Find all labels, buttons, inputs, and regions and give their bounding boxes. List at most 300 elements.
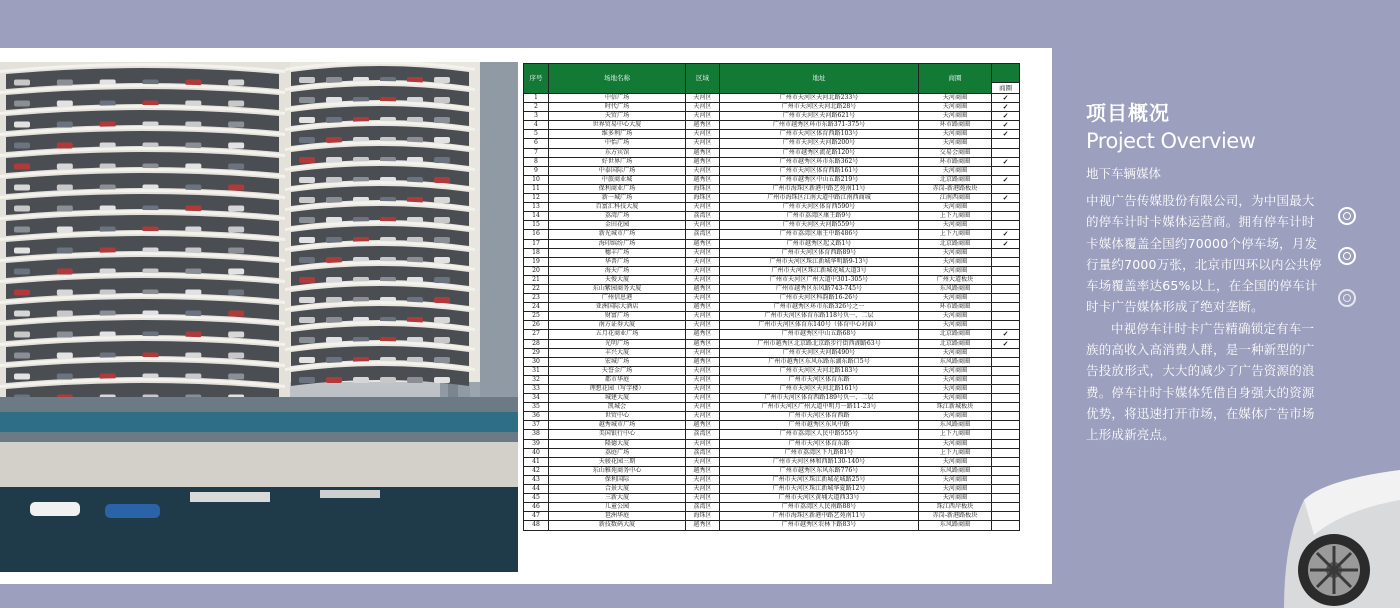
parked-car [57,163,73,169]
cell-no: 10 [524,175,549,184]
cell-name: 中信广场 [549,94,686,103]
cell-area: 天河商圈 [919,494,992,503]
cell-address: 广州市天河区广州大道中301-305号 [720,275,919,284]
table-row [524,457,1020,466]
cell-no: 6 [524,139,549,148]
parked-car [326,157,342,163]
cell-area: 环市路商圈 [919,121,992,130]
cell-no: 2 [524,103,549,112]
cell-mark [992,403,1020,412]
cell-mark [992,303,1020,312]
cell-no: 17 [524,239,549,248]
cell-no: 44 [524,485,549,494]
cell-name: 天俊大厦 [549,275,686,284]
cell-mark [992,248,1020,257]
parked-car [185,184,201,190]
parked-car [299,377,315,383]
cell-no: 15 [524,221,549,230]
cell-no: 46 [524,503,549,512]
parked-car [57,352,73,358]
parked-car [185,247,201,253]
cell-district: 海珠区 [686,512,720,521]
cell-no: 22 [524,284,549,293]
cell-area: 天河商圈 [919,221,992,230]
cell-address: 广州市天河区科韵路16-26号 [720,294,919,303]
table-row [524,157,1020,166]
cell-mark: ✓ [992,175,1020,184]
cell-name: 中旅商业城 [549,175,686,184]
parked-car [299,357,315,363]
cell-address: 广州市越秀区东风路743-745号 [720,284,919,293]
table-row [524,439,1020,448]
cell-no: 16 [524,230,549,239]
table-row [524,239,1020,248]
cell-address: 广州市海珠区新港中路艺苑南11号 [720,512,919,521]
header-no: 序号 [524,64,549,94]
table-row [524,212,1020,221]
parked-car [185,289,201,295]
cell-district: 天河区 [686,203,720,212]
cell-no: 19 [524,257,549,266]
parked-car [185,331,201,337]
cell-area: 天河商圈 [919,112,992,121]
cell-no: 9 [524,166,549,175]
parked-car [299,217,315,223]
cell-district: 天河区 [686,130,720,139]
parked-car [185,100,201,106]
parked-car [326,357,342,363]
cell-name: 美国银行中心 [549,430,686,439]
cell-area: 天河商圈 [919,394,992,403]
cell-mark [992,366,1020,375]
cell-district: 越秀区 [686,148,720,157]
parked-car [14,226,30,232]
parked-car [326,177,342,183]
parked-car [299,317,315,323]
parked-car [299,137,315,143]
table-row [524,139,1020,148]
circle-icon [1338,247,1356,265]
cell-name: 光明广场 [549,339,686,348]
cell-no: 33 [524,385,549,394]
parked-car [185,310,201,316]
cell-address: 广州市荔湾区康王中路486号 [720,230,919,239]
cell-mark [992,266,1020,275]
cell-area: 天河商圈 [919,375,992,384]
parked-car [434,217,450,223]
parked-car [434,317,450,323]
cell-district: 越秀区 [686,303,720,312]
cell-district: 荔湾区 [686,212,720,221]
cell-address: 广州市天河区珠江新城华夏路12号 [720,485,919,494]
table-row [524,103,1020,112]
cell-area: 天河商圈 [919,266,992,275]
cell-mark [992,148,1020,157]
table-row [524,184,1020,193]
header-area: 商圈 [919,64,992,94]
cell-no: 34 [524,394,549,403]
cell-area: 天河商圈 [919,294,992,303]
cell-mark [992,212,1020,221]
cell-area: 交易会商圈 [919,148,992,157]
parked-car [326,117,342,123]
cell-address: 广州市天河区珠江新城花城大道3号 [720,266,919,275]
cell-area: 天河商圈 [919,203,992,212]
parked-car [326,137,342,143]
cell-district: 海珠区 [686,194,720,203]
parked-car [228,310,244,316]
cell-area: 北京路商圈 [919,239,992,248]
cell-district: 天河区 [686,266,720,275]
table-row [524,294,1020,303]
table-row [524,339,1020,348]
parked-car [57,142,73,148]
cell-no: 32 [524,375,549,384]
cell-name: 东山雅苑商务中心 [549,466,686,475]
cell-area: 天河商圈 [919,103,992,112]
cell-mark [992,512,1020,521]
cell-district: 天河区 [686,112,720,121]
cell-name: 理想花园（写字楼） [549,385,686,394]
cell-name: 世界贸易中心大厦 [549,121,686,130]
cell-mark: ✓ [992,339,1020,348]
parked-car [434,97,450,103]
parking-tower-photo [0,62,518,572]
cell-name: 儿童公园 [549,503,686,512]
parked-car [434,337,450,343]
parked-car [57,121,73,127]
cell-no: 43 [524,475,549,484]
parked-car [185,352,201,358]
cell-district: 天河区 [686,166,720,175]
cell-address: 广州市荔湾区人民中路555号 [720,430,919,439]
cell-district: 天河区 [686,375,720,384]
cell-district: 海珠区 [686,184,720,193]
cell-address: 广州市天河区天河路200号 [720,139,919,148]
cell-name: 金田花园 [549,221,686,230]
cell-mark [992,139,1020,148]
table-row [524,375,1020,384]
cell-no: 48 [524,521,549,530]
cell-address: 广州市天河区体育西路103号 [720,130,919,139]
cell-area: 赤岗-新港路板块 [919,512,992,521]
cell-mark [992,521,1020,530]
cell-mark: ✓ [992,121,1020,130]
cell-mark [992,221,1020,230]
parked-car [434,197,450,203]
parked-car [57,205,73,211]
parked-car [14,268,30,274]
table-row [524,485,1020,494]
parked-car [299,117,315,123]
parked-car [14,100,30,106]
cell-no: 31 [524,366,549,375]
cell-name: 保利国际 [549,475,686,484]
cell-mark [992,357,1020,366]
parked-car [14,331,30,337]
table-row [524,466,1020,475]
description-paragraph-2: 中视停车计时卡广告精确锁定有车一族的高收入高消费人群，是一种新型的广告投放形式，大大的减少了广告资源的浪费。停车计时卡媒体凭借自身强大的资源优势，将迅速打开市场，在媒体广告市场上形成新亮点。 [1086,320,1315,443]
cell-name: 新技数码大厦 [549,521,686,530]
cell-address: 广州市越秀区东风东路东湖东路口5号 [720,357,919,366]
cell-no: 8 [524,157,549,166]
cell-no: 12 [524,194,549,203]
cell-address: 广州市天河区天河北路28号 [720,103,919,112]
cell-district: 越秀区 [686,284,720,293]
parked-car [228,184,244,190]
table-row [524,512,1020,521]
table-row [524,275,1020,284]
cell-area: 天河商圈 [919,139,992,148]
parked-car [434,137,450,143]
cell-name: 宏城广场 [549,357,686,366]
cell-mark [992,394,1020,403]
parked-car [57,331,73,337]
cell-no: 35 [524,403,549,412]
parked-car [299,237,315,243]
cell-mark [992,421,1020,430]
cell-name: 维多利广场 [549,130,686,139]
cell-name: 天誉金广场 [549,366,686,375]
cell-mark [992,321,1020,330]
cell-district: 荔湾区 [686,430,720,439]
cell-district: 天河区 [686,403,720,412]
cell-mark [992,275,1020,284]
cell-area: 环市路商圈 [919,157,992,166]
parked-car [14,79,30,85]
cell-area: 天河商圈 [919,130,992,139]
parked-car [57,247,73,253]
cell-mark [992,203,1020,212]
parked-car [326,277,342,283]
cell-area: 赤岗-新港路板块 [919,184,992,193]
cell-no: 25 [524,312,549,321]
cell-district: 越秀区 [686,421,720,430]
cell-no: 13 [524,203,549,212]
header-mark [992,64,1020,94]
parked-car [185,373,201,379]
parked-car [299,157,315,163]
cell-address: 广州市天河区体育西590号 [720,203,919,212]
cell-name: 南方证券大厦 [549,321,686,330]
cell-area: 天河商圈 [919,312,992,321]
parked-car [228,79,244,85]
cell-mark [992,457,1020,466]
table-row [524,366,1020,375]
cell-district: 天河区 [686,394,720,403]
cell-address: 广州市越秀区流花路120号 [720,148,919,157]
cell-area: 北京路商圈 [919,330,992,339]
cell-address: 广州市海珠区江南大道中路江南西商城 [720,194,919,203]
parked-car [57,373,73,379]
cell-address: 广州市天河区体育西路 [720,412,919,421]
parked-car [57,79,73,85]
cell-address: 广州市荔湾区康王路9号 [720,212,919,221]
cell-name: 凯城会 [549,403,686,412]
cell-district: 荔湾区 [686,448,720,457]
cell-address: 广州市天河区天河路621号 [720,112,919,121]
parked-car [228,268,244,274]
table-row [524,403,1020,412]
parked-car [407,377,423,383]
cell-name: 丰兴大厦 [549,348,686,357]
cell-name: 亚洲国际大酒店 [549,303,686,312]
cell-area: 天河商圈 [919,412,992,421]
cell-area: 北京路商圈 [919,175,992,184]
cell-mark [992,184,1020,193]
cell-district: 荔湾区 [686,503,720,512]
cell-mark: ✓ [992,94,1020,103]
parked-car [14,142,30,148]
cell-mark: ✓ [992,330,1020,339]
cell-mark [992,503,1020,512]
cell-name: 穗丰广场 [549,248,686,257]
cell-address: 广州市越秀区环市东路371-375号 [720,121,919,130]
cell-name: 海印缤纷广场 [549,239,686,248]
parked-car [228,373,244,379]
cell-no: 4 [524,121,549,130]
table-row [524,348,1020,357]
cell-no: 1 [524,94,549,103]
parked-car [228,100,244,106]
section-subtitle: 地下车辆媒体 [1086,166,1162,181]
cell-no: 20 [524,266,549,275]
cell-area: 天河商圈 [919,485,992,494]
table-row [524,203,1020,212]
table-row [524,94,1020,103]
table-row [524,130,1020,139]
cell-no: 11 [524,184,549,193]
parked-car [326,97,342,103]
parked-car [380,377,396,383]
cell-district: 越秀区 [686,339,720,348]
cell-mark: ✓ [992,157,1020,166]
parked-car [228,163,244,169]
table-row [524,303,1020,312]
table-row [524,112,1020,121]
cell-area: 东风路商圈 [919,284,992,293]
parked-car [299,337,315,343]
header-address: 地址 [720,64,919,94]
cell-area: 东风路商圈 [919,357,992,366]
cell-area: 上下九商圈 [919,230,992,239]
cell-address: 广州市天河区黄埔大道西33号 [720,494,919,503]
cell-area: 天河商圈 [919,385,992,394]
parked-car [185,142,201,148]
cell-address: 广州市天河区体育东140号（体育中心对面） [720,321,919,330]
cell-no: 30 [524,357,549,366]
cell-no: 18 [524,248,549,257]
cell-no: 36 [524,412,549,421]
car-image [1284,440,1400,608]
parked-car [228,142,244,148]
cell-name: 世贸中心 [549,412,686,421]
cell-no: 45 [524,494,549,503]
parked-car [228,289,244,295]
table-row [524,284,1020,293]
cell-name: 时代广场 [549,103,686,112]
parked-car [185,163,201,169]
cell-mark: ✓ [992,194,1020,203]
cell-address: 广州市天河区天河北路183号 [720,366,919,375]
cell-district: 荔湾区 [686,230,720,239]
cell-address: 广州市天河区天河路559号 [720,221,919,230]
cell-name: 东方宾馆 [549,148,686,157]
cell-name: 东山紫园商务大厦 [549,284,686,293]
cell-name: 城建大厦 [549,394,686,403]
cell-mark [992,294,1020,303]
cell-district: 越秀区 [686,466,720,475]
cell-area: 天河商圈 [919,248,992,257]
cell-mark: ✓ [992,239,1020,248]
cell-mark [992,385,1020,394]
cell-mark [992,312,1020,321]
parked-car [57,226,73,232]
cell-area: 天河商圈 [919,348,992,357]
cell-name: 海天广场 [549,266,686,275]
cell-district: 天河区 [686,221,720,230]
cell-district: 越秀区 [686,330,720,339]
parked-car [14,310,30,316]
table-row [524,412,1020,421]
parked-car [326,77,342,83]
table-row [524,194,1020,203]
cell-no: 40 [524,448,549,457]
parked-car [14,373,30,379]
cell-address: 广州市天河区体育东路118号负一、二层 [720,312,919,321]
cell-name: 保利商业广场 [549,184,686,193]
cell-district: 天河区 [686,139,720,148]
parked-car [434,377,450,383]
cell-address: 广州市天河区珠江新城华明路9-13号 [720,257,919,266]
cell-district: 越秀区 [686,521,720,530]
venue-table-body [524,94,1020,531]
table-row [524,494,1020,503]
cell-address: 广州市天河区珠江新城花城路25号 [720,475,919,484]
parked-car [326,217,342,223]
cell-district: 越秀区 [686,357,720,366]
cell-address: 广州市越秀区农林下路83号 [720,521,919,530]
venue-table [523,63,1020,531]
cell-name: 中怡广场 [549,139,686,148]
cell-district: 越秀区 [686,121,720,130]
cell-mark [992,284,1020,293]
cell-name: 琶洲华庭 [549,512,686,521]
parked-car [326,337,342,343]
cell-name: 华普广场 [549,257,686,266]
cell-district: 天河区 [686,257,720,266]
cell-no: 39 [524,439,549,448]
venue-table-container [523,63,1019,573]
cell-district: 天河区 [686,275,720,284]
cell-no: 21 [524,275,549,284]
parked-car [14,121,30,127]
cell-area: 珠江西岸板块 [919,503,992,512]
cell-area: 上下九商圈 [919,448,992,457]
table-row [524,421,1020,430]
parked-car [185,79,201,85]
cell-mark [992,257,1020,266]
cell-district: 天河区 [686,457,720,466]
cell-mark [992,348,1020,357]
description-paragraph-1: 中视广告传媒股份有限公司，为中国最大的停车计时卡媒体运营商。拥有停车计时卡媒体覆盖全国约70000个停车场，月发行量约7000万张，北京市四环以内公共停车场覆盖率达65%以上，在全国的停车计时卡广告媒体形成了绝对垄断。 [1086,193,1322,315]
cell-name: 都市华庭 [549,375,686,384]
cell-name: 荔湾广场 [549,212,686,221]
cell-address: 广州市越秀区中山五路219号 [720,175,919,184]
cell-address: 广州市荔湾区下九路81号 [720,448,919,457]
parked-car [185,121,201,127]
cell-address: 广州市天河区林和西路130-140号 [720,457,919,466]
